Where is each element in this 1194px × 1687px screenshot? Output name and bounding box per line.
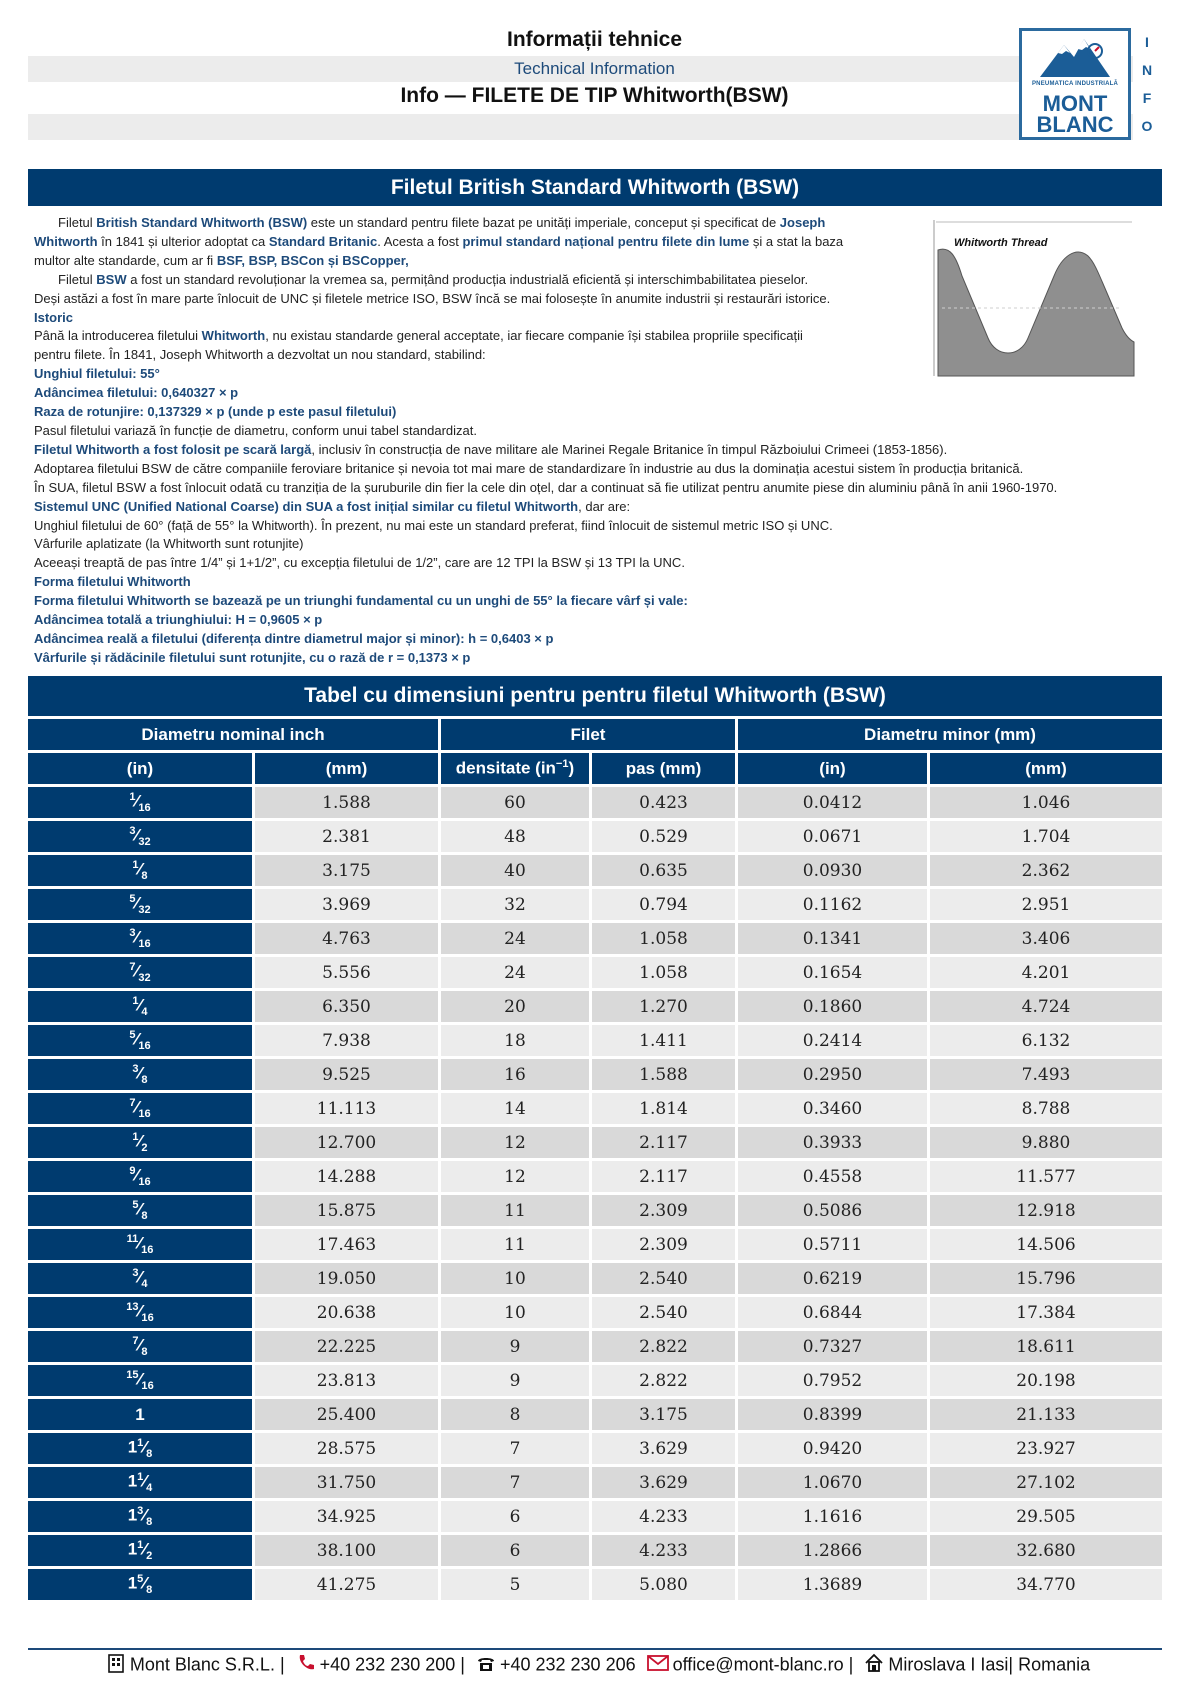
cell-density: 6 xyxy=(441,1501,592,1532)
cell-minor-in: 0.3460 xyxy=(738,1093,930,1124)
cell-pitch: 1.411 xyxy=(592,1025,738,1056)
cell-density: 10 xyxy=(441,1263,592,1294)
cell-minor-mm: 15.796 xyxy=(930,1263,1162,1294)
table-row xyxy=(28,1127,1162,1158)
cell-nominal-mm: 22.225 xyxy=(255,1331,441,1362)
cell-density: 11 xyxy=(441,1229,592,1260)
footer-fax[interactable]: +40 232 230 206 xyxy=(499,1654,636,1675)
cell-pitch: 0.794 xyxy=(592,889,738,920)
cell-density: 32 xyxy=(441,889,592,920)
paragraph: Adoptarea filetului BSW de către companiile feroviare britanice și nevoia tot mai mare de standardizare în industrie au dus la dominația acestui sistem în producția britanică. xyxy=(34,460,1024,476)
cell-minor-mm: 17.384 xyxy=(930,1297,1162,1328)
paragraph: Whitworth în 1841 și ulterior adoptat ca Standard Britanic. Acesta a fost primul standard național pentru filete din lume și a stat la baza xyxy=(34,233,844,249)
cell-minor-mm: 1.046 xyxy=(930,787,1162,818)
table-row xyxy=(28,821,1162,852)
footer-company: Mont Blanc S.R.L. xyxy=(129,1654,275,1675)
cell-nominal-mm: 14.288 xyxy=(255,1161,441,1192)
col-header-minor-mm: (mm) xyxy=(930,753,1162,784)
cell-nominal-in: $^9⁄_{16}$ xyxy=(28,1161,255,1192)
cell-minor-mm: 4.724 xyxy=(930,991,1162,1022)
cell-minor-mm: 3.406 xyxy=(930,923,1162,954)
paragraph: Vârfurile aplatizate (la Whitworth sunt rotunjite) xyxy=(34,536,304,552)
spec-line: Raza de rotunjire: 0,137329 × p (unde p este pasul filetului) xyxy=(34,404,397,420)
cell-minor-mm: 20.198 xyxy=(930,1365,1162,1396)
cell-density: 24 xyxy=(441,923,592,954)
cell-nominal-mm: 1.588 xyxy=(255,787,441,818)
cell-minor-in: 0.9420 xyxy=(738,1433,930,1464)
cell-density: 24 xyxy=(441,957,592,988)
cell-minor-in: 0.0412 xyxy=(738,787,930,818)
cell-nominal-in: $^3⁄_{32}$ xyxy=(28,821,255,852)
cell-minor-mm: 18.611 xyxy=(930,1331,1162,1362)
paragraph: Filetul British Standard Whitworth (BSW) este un standard pentru filete bazat pe unități imperiale, conceput și specificat de Joseph xyxy=(58,215,826,230)
cell-pitch: 1.814 xyxy=(592,1093,738,1124)
envelope-icon xyxy=(647,1654,669,1677)
cell-minor-mm: 8.788 xyxy=(930,1093,1162,1124)
cell-pitch: 4.233 xyxy=(592,1535,738,1566)
cell-nominal-in: $^5⁄_8$ xyxy=(28,1195,255,1226)
page-title-en: Technical Information xyxy=(28,56,1161,82)
cell-nominal-in: $1^3⁄_8$ xyxy=(28,1501,255,1532)
cell-nominal-in: 1 xyxy=(28,1399,255,1430)
cell-nominal-in: $^7⁄_{32}$ xyxy=(28,957,255,988)
col-header-pitch: pas (mm) xyxy=(592,753,738,784)
cell-nominal-in: $^1⁄_2$ xyxy=(28,1127,255,1158)
cell-nominal-mm: 31.750 xyxy=(255,1467,441,1498)
cell-nominal-mm: 2.381 xyxy=(255,821,441,852)
mont-blanc-logo xyxy=(1019,28,1131,140)
cell-nominal-in: $^5⁄_{32}$ xyxy=(28,889,255,920)
cell-density: 18 xyxy=(441,1025,592,1056)
table-row xyxy=(28,1501,1162,1532)
paragraph: Pasul filetului variază în funcție de diametru, conform unui tabel standardizat. xyxy=(34,422,477,438)
cell-minor-in: 0.3933 xyxy=(738,1127,930,1158)
cell-minor-mm: 21.133 xyxy=(930,1399,1162,1430)
table-row xyxy=(28,1161,1162,1192)
cell-minor-mm: 7.493 xyxy=(930,1059,1162,1090)
cell-nominal-mm: 23.813 xyxy=(255,1365,441,1396)
cell-nominal-mm: 41.275 xyxy=(255,1569,441,1600)
cell-nominal-mm: 6.350 xyxy=(255,991,441,1022)
cell-minor-in: 0.8399 xyxy=(738,1399,930,1430)
cell-pitch: 1.058 xyxy=(592,923,738,954)
cell-nominal-mm: 17.463 xyxy=(255,1229,441,1260)
cell-density: 14 xyxy=(441,1093,592,1124)
cell-minor-mm: 34.770 xyxy=(930,1569,1162,1600)
cell-density: 9 xyxy=(441,1365,592,1396)
spec-line: Adâncimea reală a filetului (diferența dintre diametrul major și minor): h = 0,6403 × p xyxy=(34,630,554,646)
cell-pitch: 2.540 xyxy=(592,1297,738,1328)
cell-nominal-mm: 34.925 xyxy=(255,1501,441,1532)
table-row xyxy=(28,991,1162,1022)
footer-phone[interactable]: +40 232 230 200 xyxy=(319,1654,456,1675)
table-row xyxy=(28,1195,1162,1226)
footer: Mont Blanc S.R.L. | +40 232 230 200 | +40 232 230 206 office@mont-blanc.ro | Miroslava I Iasi| Romania xyxy=(28,1653,1162,1678)
table-row xyxy=(28,1365,1162,1396)
cell-pitch: 2.540 xyxy=(592,1263,738,1294)
cell-pitch: 5.080 xyxy=(592,1569,738,1600)
cell-pitch: 4.233 xyxy=(592,1501,738,1532)
subheading-form: Forma filetului Whitworth xyxy=(34,574,191,590)
cell-nominal-mm: 11.113 xyxy=(255,1093,441,1124)
cell-density: 6 xyxy=(441,1535,592,1566)
cell-density: 20 xyxy=(441,991,592,1022)
table-row xyxy=(28,1297,1162,1328)
cell-minor-in: 0.0930 xyxy=(738,855,930,886)
table-row xyxy=(28,923,1162,954)
whitworth-thread-diagram xyxy=(922,216,1142,384)
cell-nominal-mm: 38.100 xyxy=(255,1535,441,1566)
cell-minor-in: 0.1341 xyxy=(738,923,930,954)
spec-line: Forma filetului Whitworth se bazează pe un triunghi fundamental cu un unghi de 55° la fiecare vârf și vale: xyxy=(34,593,688,609)
paragraph: Sistemul UNC (Unified National Coarse) din SUA a fost inițial similar cu filetul Whitworth, dar are: xyxy=(34,498,631,514)
table-row xyxy=(28,1399,1162,1430)
cell-nominal-mm: 15.875 xyxy=(255,1195,441,1226)
cell-pitch: 0.635 xyxy=(592,855,738,886)
table-row xyxy=(28,1569,1162,1600)
cell-minor-mm: 9.880 xyxy=(930,1127,1162,1158)
spec-line: Adâncimea filetului: 0,640327 × p xyxy=(34,385,239,401)
cell-pitch: 2.822 xyxy=(592,1365,738,1396)
cell-density: 10 xyxy=(441,1297,592,1328)
cell-density: 9 xyxy=(441,1331,592,1362)
cell-density: 7 xyxy=(441,1433,592,1464)
cell-density: 16 xyxy=(441,1059,592,1090)
footer-country: Romania xyxy=(1018,1654,1091,1675)
cell-minor-mm: 27.102 xyxy=(930,1467,1162,1498)
cell-nominal-in: $^3⁄_{16}$ xyxy=(28,923,255,954)
cell-density: 11 xyxy=(441,1195,592,1226)
cell-nominal-in: $^5⁄_{16}$ xyxy=(28,1025,255,1056)
col-header-minor-in: (in) xyxy=(738,753,930,784)
cell-pitch: 3.629 xyxy=(592,1467,738,1498)
building-icon xyxy=(106,1653,126,1678)
cell-minor-in: 0.4558 xyxy=(738,1161,930,1192)
paragraph: multor alte standarde, cum ar fi BSF, BSP, BSCon și BSCopper, xyxy=(34,252,409,268)
cell-minor-mm: 23.927 xyxy=(930,1433,1162,1464)
footer-divider xyxy=(28,1648,1162,1650)
cell-pitch: 1.588 xyxy=(592,1059,738,1090)
page-title-ro: Informații tehnice xyxy=(506,28,683,51)
phone-icon xyxy=(296,1653,316,1678)
cell-density: 5 xyxy=(441,1569,592,1600)
cell-nominal-in: $1^1⁄_8$ xyxy=(28,1433,255,1464)
cell-pitch: 3.629 xyxy=(592,1433,738,1464)
cell-minor-in: 0.1162 xyxy=(738,889,930,920)
cell-nominal-mm: 9.525 xyxy=(255,1059,441,1090)
cell-minor-in: 0.0671 xyxy=(738,821,930,852)
table-row xyxy=(28,1263,1162,1294)
table-row xyxy=(28,1093,1162,1124)
cell-nominal-mm: 3.969 xyxy=(255,889,441,920)
cell-nominal-in: $^1⁄_{16}$ xyxy=(28,787,255,818)
cell-nominal-in: $^{13}⁄_{16}$ xyxy=(28,1297,255,1328)
cell-minor-mm: 2.951 xyxy=(930,889,1162,920)
paragraph: Filetul Whitworth a fost folosit pe scară largă, inclusiv în construcția de nave militare ale Marinei Regale Britanice în timpul Războiului Crimeei (1853-1856). xyxy=(34,441,948,457)
table-row xyxy=(28,1467,1162,1498)
cell-nominal-in: $1^1⁄_4$ xyxy=(28,1467,255,1498)
cell-minor-in: 1.0670 xyxy=(738,1467,930,1498)
cell-pitch: 2.117 xyxy=(592,1161,738,1192)
cell-density: 12 xyxy=(441,1127,592,1158)
cell-nominal-mm: 28.575 xyxy=(255,1433,441,1464)
table-row xyxy=(28,1059,1162,1090)
cell-nominal-in: $^7⁄_8$ xyxy=(28,1331,255,1362)
cell-minor-in: 0.6844 xyxy=(738,1297,930,1328)
cell-density: 7 xyxy=(441,1467,592,1498)
cell-pitch: 2.822 xyxy=(592,1331,738,1362)
diagram-caption: Whitworth Thread xyxy=(954,237,1048,249)
paragraph: În SUA, filetul BSW a fost înlocuit odată cu tranziția de la șuruburile din fier la cele din oțel, dar a continuat să fie utilizat pentru anumite piese din aluminiu până în anii 1960-1970. xyxy=(34,479,1058,495)
cell-density: 12 xyxy=(441,1161,592,1192)
cell-minor-mm: 14.506 xyxy=(930,1229,1162,1260)
cell-minor-mm: 11.577 xyxy=(930,1161,1162,1192)
cell-nominal-in: $1^1⁄_2$ xyxy=(28,1535,255,1566)
cell-minor-in: 0.2950 xyxy=(738,1059,930,1090)
cell-nominal-in: $^{11}⁄_{16}$ xyxy=(28,1229,255,1260)
col-header-nominal-mm: (mm) xyxy=(255,753,441,784)
table-row xyxy=(28,787,1162,818)
cell-nominal-in: $1^5⁄_8$ xyxy=(28,1569,255,1600)
paragraph: Până la introducerea filetului Whitworth, nu existau standarde general acceptate, iar fiecare companie își stabilea propriile specificații xyxy=(34,328,803,344)
cell-density: 40 xyxy=(441,855,592,886)
logo-wordmark: MONT BLANC xyxy=(1036,91,1114,137)
paragraph: Deși astăzi a fost în mare parte înlocuit de UNC și filetele metrice ISO, BSW încă se mai folosește în anumite industrii și restaurări istorice. xyxy=(34,290,831,306)
spec-line: Unghiul filetului: 55° xyxy=(34,366,160,382)
paragraph: Aceeași treaptă de pas între 1/4” și 1+1/2”, cu excepția filetului de 1/2”, care are 12 TPI la BSW și 13 TPI la UNC. xyxy=(34,555,685,571)
cell-minor-mm: 6.132 xyxy=(930,1025,1162,1056)
cell-nominal-mm: 20.638 xyxy=(255,1297,441,1328)
group-header-thread: Filet xyxy=(441,719,738,750)
col-header-density: densitate $(in^{-1})$ xyxy=(441,753,592,784)
cell-minor-in: 0.7327 xyxy=(738,1331,930,1362)
info-vertical-label: I N F O xyxy=(1133,28,1161,140)
cell-minor-in: 0.6219 xyxy=(738,1263,930,1294)
table-row xyxy=(28,957,1162,988)
cell-minor-in: 0.1654 xyxy=(738,957,930,988)
cell-nominal-in: $^3⁄_4$ xyxy=(28,1263,255,1294)
cell-pitch: 1.058 xyxy=(592,957,738,988)
cell-minor-mm: 12.918 xyxy=(930,1195,1162,1226)
cell-minor-mm: 1.704 xyxy=(930,821,1162,852)
table-title: Tabel cu dimensiuni pentru pentru filetul Whitworth (BSW) xyxy=(28,676,1162,716)
table-row xyxy=(28,855,1162,886)
cell-pitch: 0.529 xyxy=(592,821,738,852)
subheading-history: Istoric xyxy=(34,309,74,325)
col-header-nominal-in: (in) xyxy=(28,753,255,784)
cell-pitch: 2.309 xyxy=(592,1195,738,1226)
cell-nominal-mm: 3.175 xyxy=(255,855,441,886)
cell-minor-mm: 4.201 xyxy=(930,957,1162,988)
cell-nominal-mm: 25.400 xyxy=(255,1399,441,1430)
table-row xyxy=(28,1331,1162,1362)
cell-minor-in: 0.1860 xyxy=(738,991,930,1022)
table-row xyxy=(28,1025,1162,1056)
cell-density: 48 xyxy=(441,821,592,852)
home-icon xyxy=(864,1653,884,1678)
paragraph: Filetul BSW a fost un standard revoluționar la vremea sa, permițând producția industrială eficientă și interschimbabilitatea pieselor. xyxy=(58,271,809,287)
table-row xyxy=(28,1433,1162,1464)
cell-minor-in: 0.7952 xyxy=(738,1365,930,1396)
cell-pitch: 2.309 xyxy=(592,1229,738,1260)
cell-minor-in: 0.5711 xyxy=(738,1229,930,1260)
cell-pitch: 0.423 xyxy=(592,787,738,818)
header-band xyxy=(28,114,1161,140)
cell-nominal-mm: 7.938 xyxy=(255,1025,441,1056)
table-row xyxy=(28,1535,1162,1566)
cell-nominal-mm: 12.700 xyxy=(255,1127,441,1158)
group-header-nominal: Diametru nominal inch xyxy=(28,719,441,750)
page-subtitle: Info — FILETE DE TIP Whitworth(BSW) xyxy=(400,84,789,107)
cell-nominal-in: $^3⁄_8$ xyxy=(28,1059,255,1090)
table-row xyxy=(28,1229,1162,1260)
table-row xyxy=(28,889,1162,920)
cell-nominal-in: $^1⁄_8$ xyxy=(28,855,255,886)
mountain-icon xyxy=(1022,31,1128,83)
cell-minor-in: 0.2414 xyxy=(738,1025,930,1056)
cell-pitch: 1.270 xyxy=(592,991,738,1022)
spec-line: Vârfurile și rădăcinile filetului sunt rotunjite, cu o rază de r = 0,1373 × p xyxy=(34,649,471,665)
cell-nominal-in: $^7⁄_{16}$ xyxy=(28,1093,255,1124)
bsw-dimension-table xyxy=(28,673,1162,1603)
cell-pitch: 3.175 xyxy=(592,1399,738,1430)
paragraph: pentru filete. În 1841, Joseph Whitworth a dezvoltat un nou standard, stabilind: xyxy=(34,347,486,363)
cell-minor-in: 0.5086 xyxy=(738,1195,930,1226)
paragraph: Unghiul filetului de 60° (față de 55° la Whitworth). În prezent, nu mai este un standard preferat, fiind înlocuit de sistemul metric ISO și UNC. xyxy=(34,517,833,533)
cell-nominal-in: $^1⁄_4$ xyxy=(28,991,255,1022)
cell-nominal-mm: 5.556 xyxy=(255,957,441,988)
cell-minor-mm: 2.362 xyxy=(930,855,1162,886)
logo-subtitle: PNEUMATICA INDUSTRIALĂ xyxy=(1031,81,1119,87)
cell-minor-mm: 32.680 xyxy=(930,1535,1162,1566)
cell-nominal-in: $^{15}⁄_{16}$ xyxy=(28,1365,255,1396)
cell-nominal-mm: 19.050 xyxy=(255,1263,441,1294)
cell-minor-in: 1.1616 xyxy=(738,1501,930,1532)
fax-icon xyxy=(476,1653,496,1678)
spec-line: Adâncimea totală a triunghiului: H = 0,9605 × p xyxy=(34,612,323,628)
cell-minor-in: 1.2866 xyxy=(738,1535,930,1566)
cell-density: 8 xyxy=(441,1399,592,1430)
section-title-bar: Filetul British Standard Whitworth (BSW) xyxy=(28,169,1162,206)
group-header-minor: Diametru minor (mm) xyxy=(738,719,1162,750)
cell-minor-mm: 29.505 xyxy=(930,1501,1162,1532)
footer-email[interactable]: office@mont-blanc.ro xyxy=(672,1654,844,1675)
footer-location: Miroslava I Iasi xyxy=(888,1654,1009,1675)
cell-pitch: 2.117 xyxy=(592,1127,738,1158)
cell-density: 60 xyxy=(441,787,592,818)
cell-nominal-mm: 4.763 xyxy=(255,923,441,954)
cell-minor-in: 1.3689 xyxy=(738,1569,930,1600)
